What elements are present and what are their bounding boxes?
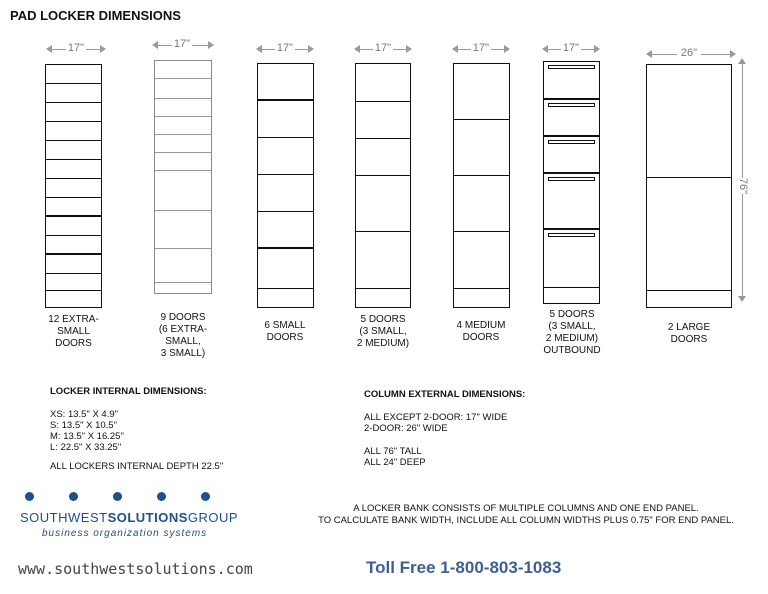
arrow-left-icon <box>646 50 652 58</box>
column-caption: 4 MEDIUM DOORS <box>456 320 506 343</box>
arrow-left-icon <box>354 45 360 53</box>
locker-column <box>543 61 600 304</box>
arrow-left-icon <box>542 45 548 53</box>
arrow-left-icon <box>452 45 458 53</box>
door-handle-icon <box>548 233 595 237</box>
width-label: 17" <box>562 42 580 54</box>
internal-heading: LOCKER INTERNAL DIMENSIONS: <box>50 386 207 397</box>
width-label: 17" <box>374 42 392 54</box>
locker-column <box>453 63 510 308</box>
width-label: 17" <box>67 42 85 54</box>
width-label: 26" <box>677 47 701 59</box>
height-label: 76" <box>737 177 750 195</box>
arrow-left-icon <box>152 41 158 49</box>
website-link[interactable]: www.southwestsolutions.com <box>18 560 253 578</box>
locker-column <box>355 63 411 308</box>
column-caption: 2 LARGE DOORS <box>667 322 711 345</box>
arrow-right-icon <box>100 45 106 53</box>
external-heading: COLUMN EXTERNAL DIMENSIONS: <box>364 389 526 400</box>
bank-width-note: A LOCKER BANK CONSISTS OF MULTIPLE COLUMNS AND ONE END PANEL. TO CALCULATE BANK WIDTH, INCLUDE ALL COLUMN WIDTHS PLUS 0.75" FOR END PANEL. <box>318 503 734 526</box>
door-handle-icon <box>548 103 595 107</box>
column-caption: 9 DOORS (6 EXTRA- SMALL, 3 SMALL) <box>158 312 208 359</box>
locker-column <box>257 63 314 308</box>
arrow-right-icon <box>504 45 510 53</box>
internal-depth: ALL LOCKERS INTERNAL DEPTH 22.5" <box>50 461 224 472</box>
company-tagline: business organization systems <box>42 528 208 539</box>
column-caption: 5 DOORS (3 SMALL, 2 MEDIUM) <box>356 314 410 349</box>
locker-column <box>154 60 212 294</box>
company-logo: SOUTHWESTSOLUTIONSGROUP <box>20 510 239 525</box>
column-caption: 12 EXTRA- SMALL DOORS <box>48 314 99 349</box>
column-caption: 5 DOORS (3 SMALL, 2 MEDIUM) OUTBOUND <box>543 309 601 356</box>
arrow-left-icon <box>46 45 52 53</box>
locker-column <box>646 64 732 308</box>
page-title: PAD LOCKER DIMENSIONS <box>10 8 181 23</box>
arrow-left-icon <box>256 45 262 53</box>
column-caption: 6 SMALL DOORS <box>264 320 306 343</box>
door-handle-icon <box>548 65 595 69</box>
arrow-right-icon <box>594 45 600 53</box>
width-label: 17" <box>472 42 490 54</box>
arrow-right-icon <box>308 45 314 53</box>
internal-dimensions: LOCKER INTERNAL DIMENSIONS: XS: 13.5" X 4.9" S: 13.5" X 10.5" M: 13.5" X 16.25" L: 22.5" X 33.25" ALL LOCKERS INTERNAL DEPTH 22.5" <box>50 386 224 472</box>
door-handle-icon <box>548 140 595 144</box>
locker-column <box>45 64 102 308</box>
arrow-right-icon <box>406 45 412 53</box>
toll-free-number: Toll Free 1-800-803-1083 <box>366 558 562 577</box>
external-dimensions: COLUMN EXTERNAL DIMENSIONS: ALL EXCEPT 2-DOOR: 17" WIDE 2-DOOR: 26" WIDE ALL 76" TALL ALL 24" DEEP <box>364 389 526 468</box>
arrow-right-icon <box>730 50 736 58</box>
arrow-down-icon <box>738 296 746 302</box>
arrow-right-icon <box>208 41 214 49</box>
width-label: 17" <box>276 42 294 54</box>
door-handle-icon <box>548 177 595 181</box>
width-label: 17" <box>173 38 191 50</box>
